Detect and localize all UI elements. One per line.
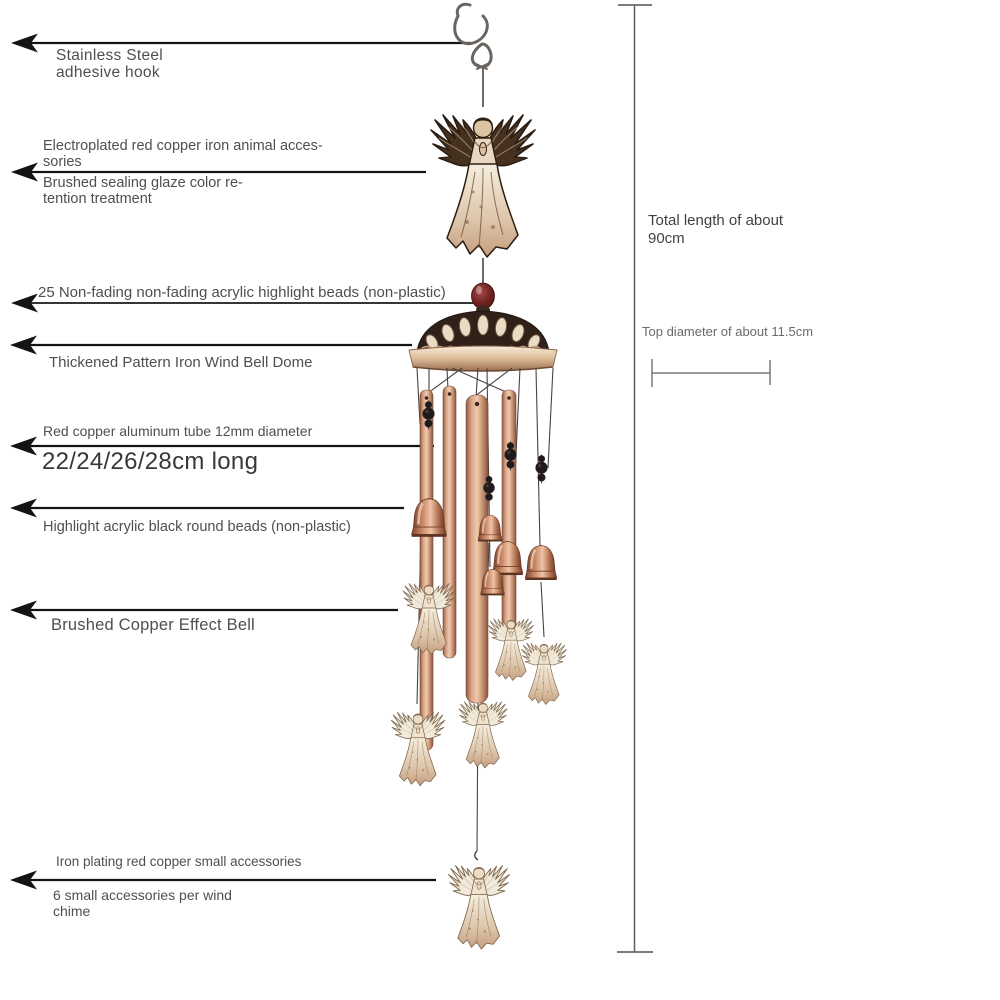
label-per-chime-line1: 6 small accessories per wind <box>53 887 232 903</box>
red-highlight-bead <box>472 283 495 309</box>
label-glaze-line2: tention treatment <box>43 190 152 207</box>
label-accessories <box>43 139 323 170</box>
label-top-diameter: Top diameter of about 11.5cm <box>642 324 814 339</box>
label-tube-length: 22/24/26/28cm long <box>42 448 259 475</box>
large-angel-ornament <box>431 115 535 257</box>
label-per-chime-line2: chime <box>53 903 91 920</box>
label-accessories-line2: sories <box>43 153 82 170</box>
top-diameter-measure-line <box>652 359 770 387</box>
label-dome: Thickened Pattern Iron Wind Bell Dome <box>49 354 313 371</box>
wind-bell-dome <box>409 306 557 372</box>
label-total-length <box>648 212 783 247</box>
label-glaze <box>43 176 243 207</box>
adhesive-hook-icon <box>455 4 491 69</box>
label-accessories-line1: Electroplated red copper iron animal acces- <box>43 138 323 154</box>
total-length-measure-line <box>617 5 653 952</box>
label-total-length-line1: Total length of about <box>648 212 784 229</box>
label-black-beads: Highlight acrylic black round beads (non-plastic) <box>43 519 351 535</box>
label-bell: Brushed Copper Effect Bell <box>51 616 255 634</box>
label-hook-line2: adhesive hook <box>56 63 160 81</box>
label-hook <box>56 48 163 81</box>
label-glaze-line1: Brushed sealing glaze color re- <box>43 175 243 191</box>
label-acrylic-beads: 25 Non-fading non-fading acrylic highlight beads (non-plastic) <box>38 284 446 301</box>
label-tube: Red copper aluminum tube 12mm diameter <box>43 423 313 439</box>
label-total-length-line2: 90cm <box>648 229 685 247</box>
arrow-black-beads <box>10 499 404 518</box>
label-small-accessories: Iron plating red copper small accessories <box>56 854 302 869</box>
label-hook-line1: Stainless Steel <box>56 47 164 64</box>
arrow-dome <box>10 336 412 355</box>
label-per-chime <box>53 887 232 919</box>
